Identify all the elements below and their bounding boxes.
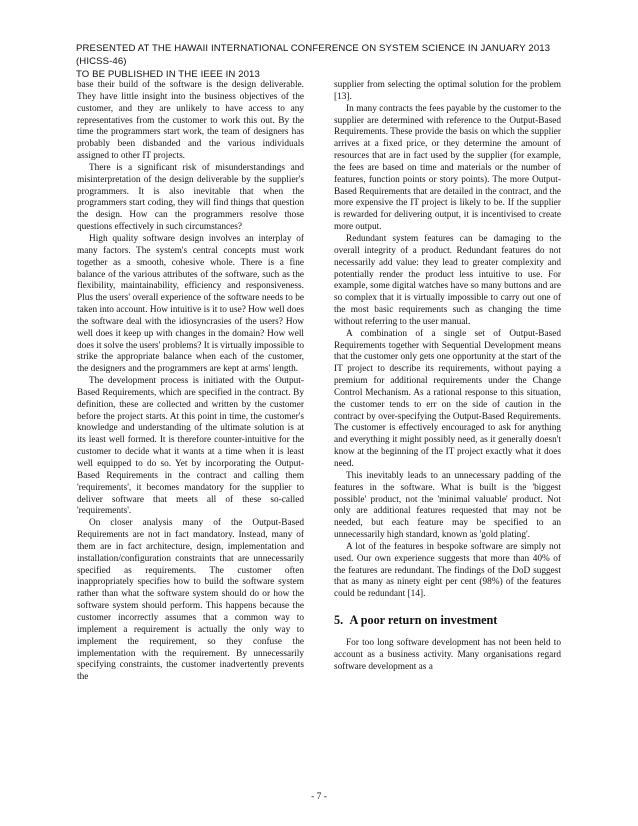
- page-number: - 7 -: [311, 792, 327, 802]
- paragraph: The development process is initiated with the Output-Based Requirements, which are specified in the contract. By definition, these are collected and written by the customer before the project starts. At this point in time, the customer's knowledge and understanding of the ultimate solution is at its least well formed. It is therefore counter-intuitive for the customer to decide what it wants at a time when it is least well equipped to do so. Yet by incorporating the Output-Based Requirements in the contract and calling them 'requirements', it becomes mandatory for the supplier to deliver software that meets all of these so-called 'requirements'.: [77, 376, 304, 517]
- paragraph: supplier from selecting the optimal solution for the problem [13].: [334, 80, 561, 102]
- paragraph: base their build of the software is the design deliverable. They have little insight into the business objectives of the customer, and they are unlikely to have access to any representatives from the customer to work this out. By the time the programmers start work, the team of designers has probably been disbanded and the various individuals assigned to other IT projects.: [77, 80, 304, 162]
- page-header: [76, 42, 576, 81]
- paragraph: High quality software design involves an interplay of many factors. The system's central concepts must work together as a smooth, cohesive whole. There is a fine balance of the various attributes of the software, such as the flexibility, maintainability, efficiency and responsiveness. Plus the users' overall experience of the software needs to be taken into account. How intuitive is it to use? How well does the software deal with the idiosyncrasies of the users? How well does it keep up with changes in the domain? How well does it solve the users' problems? It is virtually impossible to strike the appropriate balance when each of the customer, the designers and the programmers are kept at arms' length.: [77, 233, 304, 375]
- right-column: [334, 80, 561, 674]
- header-line-2: TO BE PUBLISHED IN THE IEEE IN 2013: [76, 69, 260, 80]
- paragraph: For too long software development has not been held to account as a business activity. Many organisations regard software development as a: [334, 638, 561, 672]
- paragraph: There is a significant risk of misunderstandings and misinterpretation of the design deliverable by the supplier's programmers. It is also inevitable that when the programmers start coding, they will find things that question the design. How can the programmers resolve those questions effectively in such circumstances?: [77, 162, 304, 233]
- section-title: A poor return on investment: [349, 613, 498, 628]
- paragraph: In many contracts the fees payable by the customer to the supplier are determined with reference to the Output-Based Requirements. These provide the basis on which the supplier arrives at a fixed price, or they determine the amount of resources that are in fact used by the supplier (for example, the fees are based on time and materials or the number of features, function points or story points). The more Output-Based Requirements that are detailed in the contract, and the more expensive the IT project is likely to be. If the supplier is rewarded for delivering output, it is incentivised to create more output.: [334, 103, 561, 233]
- left-column: [77, 80, 304, 684]
- section-number: 5.: [334, 613, 344, 628]
- paragraph: On closer analysis many of the Output-Based Requirements are not in fact mandatory. Instead, many of them are in fact architecture, design, implementation and installation/configuration constraints that are unnecessarily specified as requirements. The customer often inappropriately specifies how to build the software system rather than what the software system should do or how the software system should perform. This happens because the customer incorrectly assumes that a common way to implement a requirement is actually the only way to implement the requirement, so they confuse the implementation with the requirement. By unnecessarily specifying constraints, the customer inadvertently prevents the: [77, 518, 304, 683]
- paragraph: Redundant system features can be damaging to the overall integrity of a product. Redundant features do not necessarily add value: they lead to greater complexity and potentially render the product less intuitive to use. For example, some digital watches have so many buttons and are so complex that it is virtually impossible to carry out one of the most basic requirements such as changing the time without referring to the user manual.: [334, 233, 561, 327]
- header-line-1: PRESENTED AT THE HAWAII INTERNATIONAL CONFERENCE ON SYSTEM SCIENCE IN JANUARY 2013 (HICSS-46): [76, 43, 551, 67]
- section-heading: [334, 613, 561, 628]
- paragraph: This inevitably leads to an unnecessary padding of the features in the software. What is built is the 'biggest possible' product, not the 'minimal valuable' product. Not only are additional features requested that may not be needed, but each feature may be specified to an unnecessarily high standard, known as 'gold plating'.: [334, 470, 561, 541]
- paragraph: A lot of the features in bespoke software are simply not used. Our own experience suggests that more than 40% of the features are redundant. The findings of the DoD suggest that as many as ninety eight per cent (98%) of the features could be redundant [14].: [334, 541, 561, 600]
- paragraph: A combination of a single set of Output-Based Requirements together with Sequential Development means that the customer only gets one opportunity at the start of the IT project to describe its requirements, without paying a premium for additional requirements under the Change Control Mechanism. As a rational response to this situation, the customer tends to err on the side of caution in the contract by over-specifying the Output-Based Requirements. The customer is effectively encouraged to ask for anything and everything it might possibly need, as it generally doesn't know at the beginning of the IT project exactly what it does need.: [334, 328, 561, 469]
